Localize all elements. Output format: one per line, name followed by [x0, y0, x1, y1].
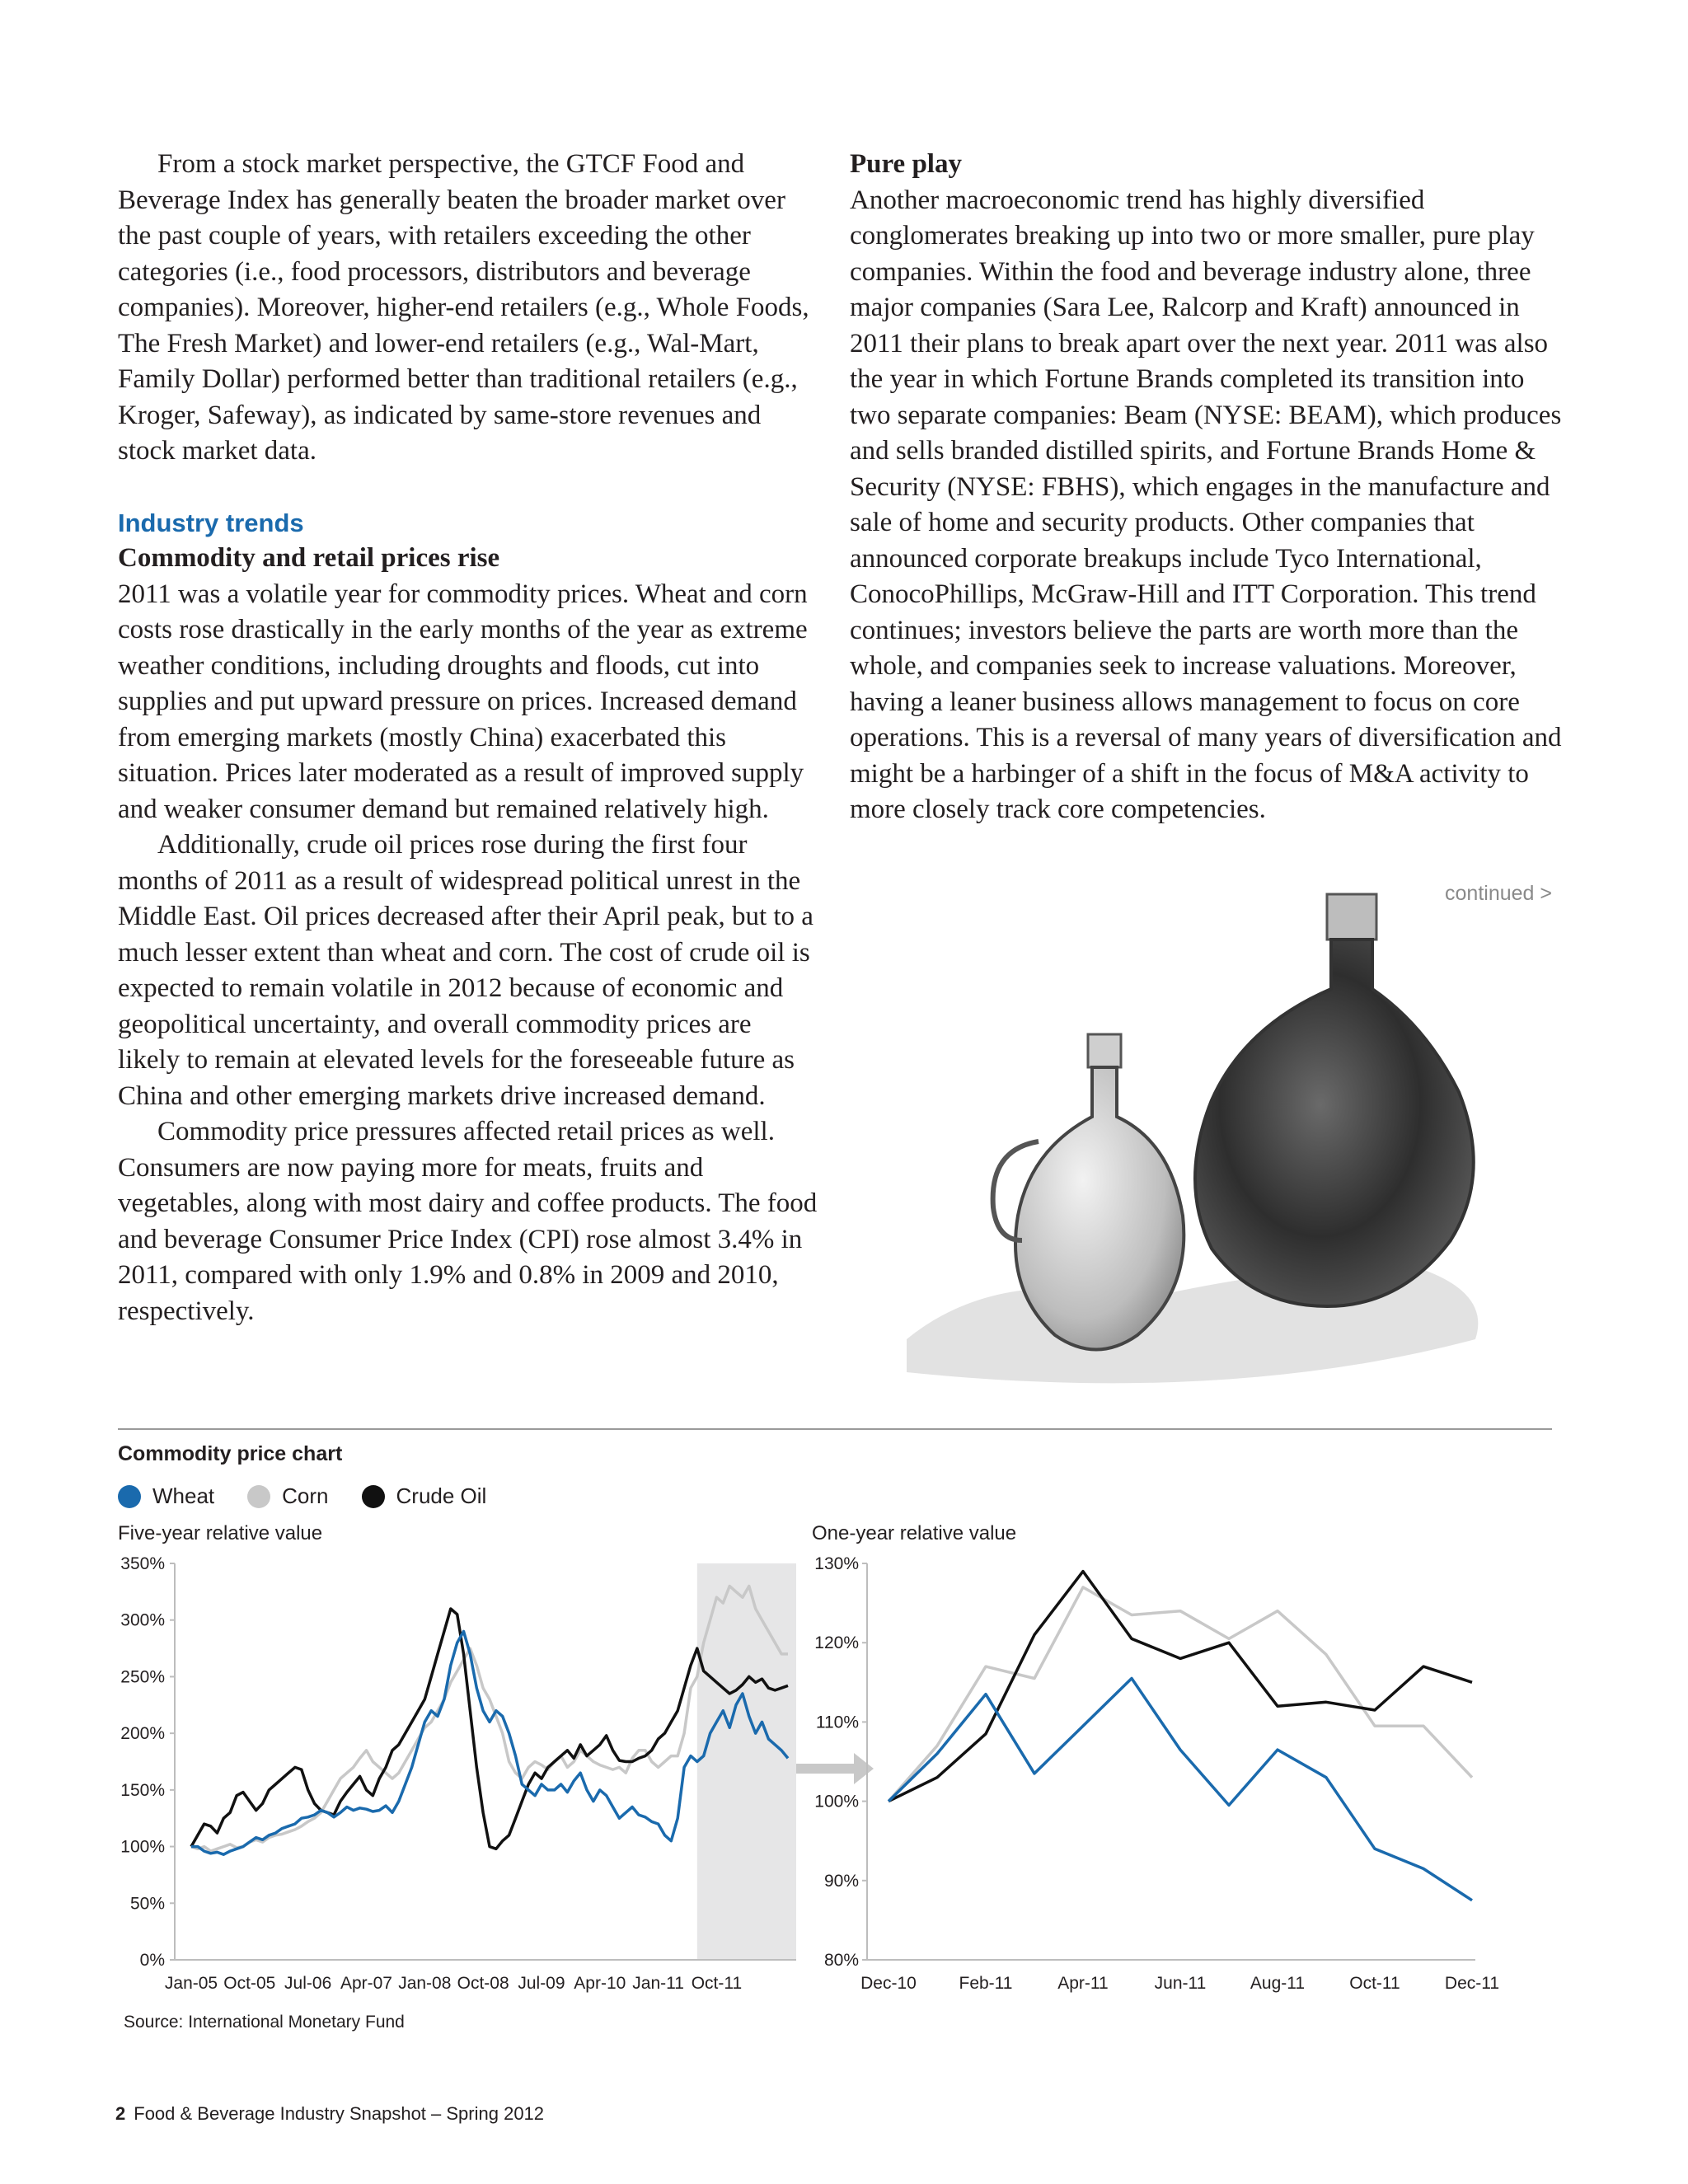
five-year-x-tick-label: Jul-09 [518, 1974, 565, 1993]
legend-crude-oil: Crude Oil [362, 1483, 487, 1509]
one-year-y-tick-label: 100% [814, 1792, 859, 1811]
five-year-x-tick-label: Oct-11 [691, 1974, 743, 1993]
five-year-y-tick-label: 250% [120, 1667, 165, 1687]
five-year-x-tick-label: Apr-07 [340, 1974, 392, 1993]
five-year-y-tick-label: 100% [120, 1837, 165, 1857]
one-year-x-tick-label: Dec-11 [1444, 1974, 1500, 1993]
one-year-x-tick-label: Dec-10 [860, 1974, 917, 1993]
intro-paragraph: From a stock market perspective, the GTCF Food and Beverage Index has generally beaten the broader market over the past couple of years, with retailers exceeding the other categories (i.e., food processors, distributors and beverage companies). Moreover, higher-end retailers (e.g., Whole Foods, The Fresh Market) and lower-end retailers (e.g., Wal-Mart, Family Dollar) performed better than traditional retailers (e.g., Kroger, Safeway), as indicated by same-store revenues and stock market data. [118, 149, 809, 466]
one-year-series-crude-oil [889, 1572, 1472, 1802]
five-year-x-tick-label: Oct-05 [223, 1974, 276, 1993]
subheading-pure-play: Pure play [850, 149, 962, 179]
legend-corn: Corn [247, 1483, 328, 1509]
chart-title: Commodity price chart [118, 1442, 343, 1465]
one-year-axis-title: One-year relative value [812, 1522, 1017, 1544]
zoom-arrow-icon [796, 1753, 874, 1784]
five-year-x-tick-label: Jan-05 [164, 1974, 218, 1993]
one-year-y-tick-label: 130% [814, 1554, 859, 1573]
section-heading: Industry trends [118, 508, 304, 537]
five-year-x-tick-label: Jan-11 [632, 1974, 684, 1993]
five-year-x-tick-label: Jul-06 [284, 1974, 332, 1993]
five-year-y-tick-label: 300% [120, 1610, 165, 1630]
crude-oil-paragraph: Additionally, crude oil prices rose during the first four months of 2011 as a result of widespread political unrest in the Middle East. Oil prices decreased after their April peak, but to a much lesser extent than wheat and corn. The cost of crude oil is expected to remain volatile in 2012 because of economic and geopolitical uncertainty, and overall commodity prices are likely to remain at elevated levels for the foreseeable future as China and other emerging markets drive increased demand. [118, 830, 814, 1111]
five-year-y-tick-label: 50% [129, 1894, 165, 1914]
one-year-y-tick-label: 110% [815, 1713, 859, 1732]
one-year-x-tick-label: Aug-11 [1250, 1974, 1306, 1993]
source-note: Source: International Monetary Fund [124, 2013, 405, 2032]
five-year-y-tick-label: 150% [120, 1780, 165, 1800]
pure-play-paragraph: Another macroeconomic trend has highly diversified conglomerates breaking up into two or more smaller, pure play companies. Within the food and beverage industry alone, three major companies (Sara Lee, Ralcorp and Kraft) announced in 2011 their plans to break apart over the next year. 2011 was also the year in which Fortune Brands completed its transition into two separate companies: Beam (NYSE: BEAM), which produces and sells branded distilled spirits, and Fortune Brands Home & Security (NYSE: FBHS), which engages in the manufacture and sale of home and security products. Other companies that announced corporate breakups include Tyco International, ConocoPhillips, McGraw-Hill and ITT Corporation. This trend continues; investors believe the parts are worth more than the whole, and companies seek to increase valuations. Moreover, having a leaner business allows management to focus on core operations. This is a reversal of many years of diversification and might be a harbinger of a shift in the focus of M&A activity to more closely track core competencies. [850, 185, 1562, 824]
footer-title: Food & Beverage Industry Snapshot – Spring 2012 [134, 2103, 545, 2124]
five-year-x-tick-label: Apr-10 [574, 1974, 626, 1993]
five-year-y-tick-label: 200% [120, 1724, 165, 1744]
five-year-x-tick-label: Jan-08 [398, 1974, 452, 1993]
five-year-y-tick-label: 350% [120, 1554, 165, 1573]
retail-prices-paragraph: Commodity price pressures affected retail prices as well. Consumers are now paying more for meats, fruits and vegetables, along with most dairy and coffee products. The food and beverage Consumer Price Index (CPI) rose almost 3.4% in 2011, compared with only 1.9% and 0.8% in 2009 and 2010, respectively. [118, 1117, 818, 1326]
five-year-y-tick-label: 0% [139, 1951, 165, 1970]
one-year-y-tick-label: 90% [823, 1871, 859, 1891]
one-year-series-corn [889, 1587, 1472, 1802]
five-year-x-tick-label: Oct-08 [457, 1974, 509, 1993]
page-footer [115, 2103, 544, 2125]
five-year-axis-title: Five-year relative value [118, 1522, 323, 1544]
commodity-paragraph: 2011 was a volatile year for commodity prices. Wheat and corn costs rose drastically in the early months of the year as extreme weather conditions, including droughts and floods, cut into supplies and put upward pressure on prices. Increased demand from emerging markets (mostly China) exacerbated this situation. Prices later moderated as a result of improved supply and weaker consumer demand but remained relatively high. [118, 579, 808, 824]
one-year-series-wheat [889, 1679, 1472, 1900]
legend-wheat: Wheat [118, 1483, 214, 1509]
one-year-x-tick-label: Oct-11 [1349, 1974, 1400, 1993]
one-year-x-tick-label: Feb-11 [959, 1974, 1013, 1993]
one-year-x-tick-label: Jun-11 [1154, 1974, 1207, 1993]
one-year-y-tick-label: 120% [814, 1633, 859, 1653]
highlight-band [697, 1563, 796, 1960]
one-year-x-tick-label: Apr-11 [1057, 1974, 1109, 1993]
page-number: 2 [115, 2103, 126, 2124]
one-year-y-tick-label: 80% [823, 1951, 859, 1970]
subheading-commodity: Commodity and retail prices rise [118, 543, 500, 573]
continued-link[interactable]: continued > [1445, 882, 1552, 905]
